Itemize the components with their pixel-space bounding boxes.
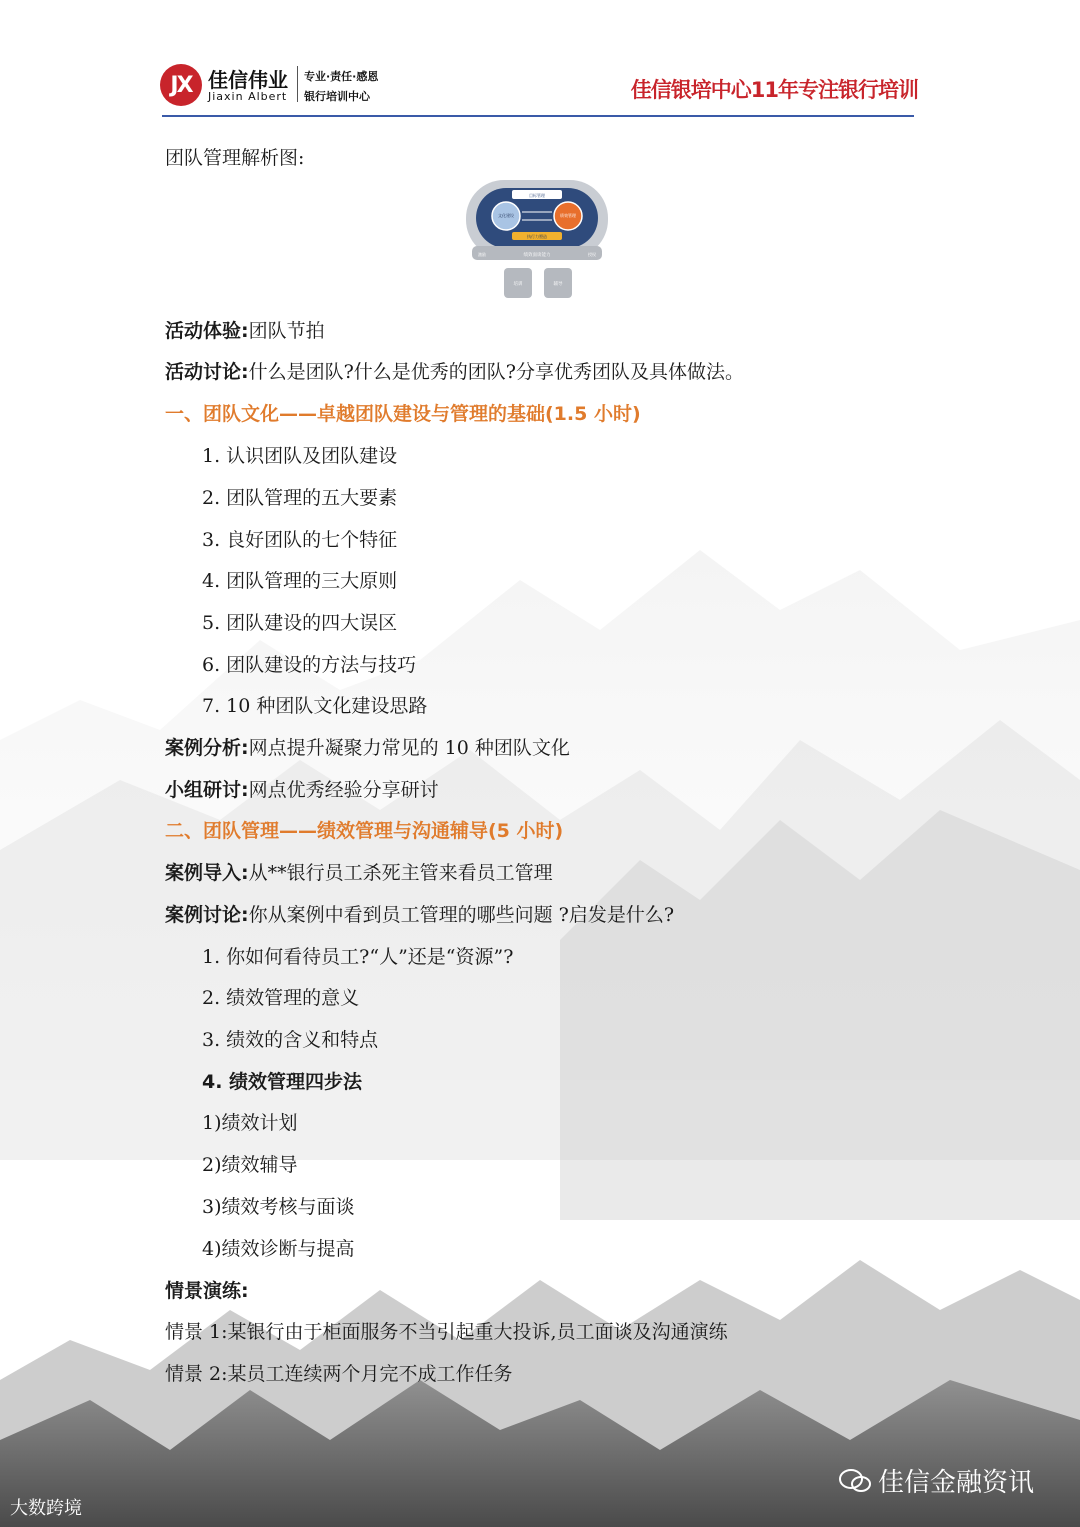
- logo-slogan: 专业·责任·感恩: [304, 70, 379, 83]
- section-1-heading: 一、团队文化——卓越团队建设与管理的基础(1.5 小时): [165, 403, 641, 425]
- scenario-heading: 情景演练:: [165, 1280, 249, 1302]
- diagram-side-left-label: 激励: [478, 252, 486, 257]
- diagram-base-right-label: 辅导: [553, 282, 563, 287]
- section-2-heading: 二、团队管理——绩效管理与沟通辅导(5 小时): [165, 820, 564, 842]
- case-analysis-line: [165, 736, 570, 760]
- scenario-item: 情景 1:某银行由于柜面服务不当引起重大投诉,员工面谈及沟通演练: [165, 1321, 728, 1343]
- group-study-line: [165, 778, 439, 802]
- diagram-middle-label: 执行力塑造: [527, 234, 547, 239]
- watermark-right-text: 佳信金融资讯: [878, 1468, 1035, 1498]
- sub-list-item: 1)绩效计划: [202, 1112, 298, 1134]
- list-item: 5. 团队建设的四大误区: [202, 612, 398, 634]
- diagram-bottom-label: 绩效面谈能力: [523, 253, 551, 258]
- list-item: 4. 团队管理的三大原则: [202, 570, 398, 592]
- scenario-item: 情景 2:某员工连续两个月完不成工作任务: [165, 1363, 513, 1385]
- activity-line: [165, 319, 325, 343]
- logo-subtitle: 银行培训中心: [304, 90, 370, 103]
- wechat-watermark: [838, 1462, 1034, 1499]
- group-study-text: 网点优秀经验分享研讨: [248, 779, 439, 801]
- platform-watermark: 大数跨境: [10, 1498, 82, 1519]
- logo-divider: [297, 66, 298, 102]
- diagram-top-label: 目标管理: [529, 193, 545, 198]
- diagram-base-left-label: 培训: [513, 282, 523, 287]
- logo-english-name: Jiaxin Albert: [208, 90, 288, 103]
- list-item: 7. 10 种团队文化建设思路: [202, 695, 428, 717]
- logo-company-name: 佳信伟业: [208, 68, 288, 92]
- diagram-side-right-label: 授权: [588, 252, 596, 257]
- case-discussion-label: 案例讨论:: [165, 904, 249, 926]
- list-item-bold: 4. 绩效管理四步法: [202, 1071, 363, 1093]
- list-item: 2. 团队管理的五大要素: [202, 487, 398, 509]
- sub-list-item: 2)绩效辅导: [202, 1154, 298, 1176]
- activity-label: 活动体验:: [165, 320, 249, 342]
- logo-icon: JX: [160, 64, 202, 106]
- case-intro-line: [165, 861, 553, 885]
- activity-text: 团队节拍: [248, 320, 325, 342]
- list-item: 3. 绩效的含义和特点: [202, 1029, 379, 1051]
- header-title: 佳信银培中心11年专注银行培训: [630, 78, 918, 102]
- diagram-title: 团队管理解析图:: [165, 147, 305, 169]
- case-analysis-label: 案例分析:: [165, 737, 249, 759]
- case-intro-label: 案例导入:: [165, 862, 249, 884]
- discussion-label: 活动讨论:: [165, 361, 249, 383]
- sub-list-item: 4)绩效诊断与提高: [202, 1238, 355, 1260]
- case-intro-text: 从**银行员工杀死主管来看员工管理: [248, 862, 553, 884]
- header-divider: [162, 115, 914, 117]
- discussion-text: 什么是团队?什么是优秀的团队?分享优秀团队及具体做法。: [248, 361, 744, 383]
- diagram-left-label: 文化建设: [498, 213, 514, 218]
- diagram-right-label: 绩效管理: [560, 213, 576, 218]
- group-study-label: 小组研讨:: [165, 779, 249, 801]
- case-discussion-text: 你从案例中看到员工管理的哪些问题 ?启发是什么?: [248, 904, 675, 926]
- list-item: 3. 良好团队的七个特征: [202, 529, 398, 551]
- list-item: 1. 认识团队及团队建设: [202, 445, 398, 467]
- case-discussion-line: [165, 903, 674, 927]
- list-item: 1. 你如何看待员工?“人”还是“资源”?: [202, 946, 514, 968]
- wechat-icon: [838, 1467, 872, 1495]
- discussion-line: [165, 360, 744, 384]
- list-item: 6. 团队建设的方法与技巧: [202, 654, 417, 676]
- team-management-diagram: [462, 176, 612, 300]
- case-analysis-text: 网点提升凝聚力常见的 10 种团队文化: [248, 737, 570, 759]
- list-item: 2. 绩效管理的意义: [202, 987, 360, 1009]
- sub-list-item: 3)绩效考核与面谈: [202, 1196, 355, 1218]
- mountain-background: [0, 520, 1080, 1527]
